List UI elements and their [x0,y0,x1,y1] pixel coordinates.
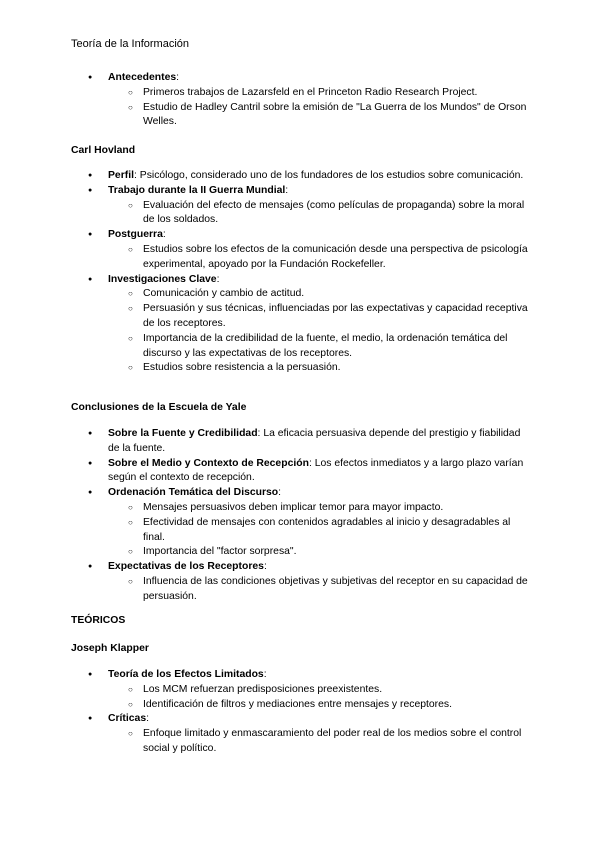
list-item: ○ Importancia de la credibilidad de la fuente, el medio, la ordenación temática del discurso y las expectativas de los receptores. [108,332,531,362]
list-item: ○ Estudio de Hadley Cantril sobre la emisión de "La Guerra de los Mundos" de Orson Welles. [108,101,531,131]
fuente-text: : La eficacia persuasiva depende del prestigio y fiabilidad de la fuente. [108,428,521,454]
list-item [71,457,531,487]
medio-label: Sobre el Medio y Contexto de Recepción [108,457,309,469]
perfil-text: : Psicólogo, considerado uno de los fundadores de los estudios sobre comunicación. [134,170,524,181]
list-item: ○ Estudios sobre resistencia a la persuasión. [108,361,531,376]
ordenacion-label: Ordenación Temática del Discurso [108,487,279,499]
postguerra-label: Postguerra [108,229,163,241]
yale-title: Conclusiones de la Escuela de Yale [71,402,247,413]
fuente-label: Sobre la Fuente y Credibilidad [108,428,258,439]
criticas-label: Críticas [108,713,147,725]
antecedentes-section [71,71,531,130]
guerra-label: Trabajo durante la II Guerra Mundial [108,184,286,196]
list-item: ● Postguerra: ○ Estudios sobre los efectos de la comunicación desde una perspectiva de psicología experimental, apoyado por la Fundación Rockefeller. [71,228,531,272]
medio-text: : Los efectos inmediatos y a largo plazo varían según el contexto de recepción. [108,457,524,484]
list-item: ○ Identificación de filtros y mediaciones entre mensajes y receptores. [108,698,531,713]
list-item: ● Ordenación Temática del Discurso: ○ Mensajes persuasivos deben implicar temor para mayor impacto. ○ Efectividad de mensajes con contenidos agradables al inicio y desagradables al final. ○ Importancia del "factor sorpresa". [71,486,531,560]
investigaciones-label: Investigaciones Clave [108,273,217,285]
list-item: ○ Enfoque limitado y enmascaramiento del poder real de los medios sobre el control social y político. [108,727,531,757]
klapper-title: Joseph Klapper [71,643,149,654]
list-item: ○ Primeros trabajos de Lazarsfeld en el Princeton Radio Research Project. [108,86,531,101]
klapper-section [71,668,531,757]
perfil-label: Perfil [108,170,134,181]
expectativas-label: Expectativas de los Receptores [108,561,264,573]
list-item [71,427,531,457]
list-item: ○ Mensajes persuasivos deben implicar temor para mayor impacto. [108,501,531,516]
list-item: ○ Evaluación del efecto de mensajes (como películas de propaganda) sobre la moral de los soldados. [108,199,531,229]
list-item: ● Antecedentes: ○ Primeros trabajos de Lazarsfeld en el Princeton Radio Research Project. ○ Estudio de Hadley Cantril sobre la emisión de "La Guerra de los Mundos" de Orson Welles. [71,71,531,130]
list-item: ○ Efectividad de mensajes con contenidos agradables al inicio y desagradables al final. [108,516,531,546]
list-item: ● Expectativas de los Receptores: ○ Influencia de las condiciones objetivas y subjetivas del receptor en su capacidad de persuasión. [71,560,531,604]
antecedentes-label: Antecedentes [108,72,177,83]
list-item: ● Investigaciones Clave: ○ Comunicación y cambio de actitud. ○ Persuasión y sus técnicas, influenciadas por las expectativas y capacidad receptiva de los receptores. ○ Importancia de la credibilidad de la fuente, el medio, la ordenación temática del discurso y las expectativas de los receptores. ○ Estudios sobre resistencia a la persuasión. [71,273,531,377]
list-item: ○ Estudios sobre los efectos de la comunicación desde una perspectiva de psicología experimental, apoyado por la Fundación Rockefeller. [108,243,531,273]
list-item: ● Teoría de los Efectos Limitados: ○ Los MCM refuerzan predisposiciones preexistentes. ○ Identificación de filtros y mediaciones entre mensajes y receptores. [71,668,531,712]
hovland-section [71,169,531,376]
list-item: ○ Los MCM refuerzan predisposiciones preexistentes. [108,683,531,698]
list-item: ○ Influencia de las condiciones objetivas y subjetivas del receptor en su capacidad de persuasión. [108,575,531,605]
efectos-label: Teoría de los Efectos Limitados [108,669,264,680]
list-item: ○ Importancia del "factor sorpresa". [108,545,531,560]
yale-section [71,427,531,605]
list-item: ○ Persuasión y sus técnicas, influenciadas por las expectativas y capacidad receptiva de los receptores. [108,302,531,332]
list-item: ○ Comunicación y cambio de actitud. [108,287,531,302]
list-item: ● Trabajo durante la II Guerra Mundial: ○ Evaluación del efecto de mensajes (como películas de propaganda) sobre la moral de los soldados. [71,184,531,228]
document-header: Teoría de la Información [71,38,190,50]
hovland-title: Carl Hovland [71,145,136,156]
list-item [71,169,531,184]
teoricos-title: TEÓRICOS [71,615,126,626]
list-item: ● Críticas: ○ Enfoque limitado y enmascaramiento del poder real de los medios sobre el control social y político. [71,712,531,756]
